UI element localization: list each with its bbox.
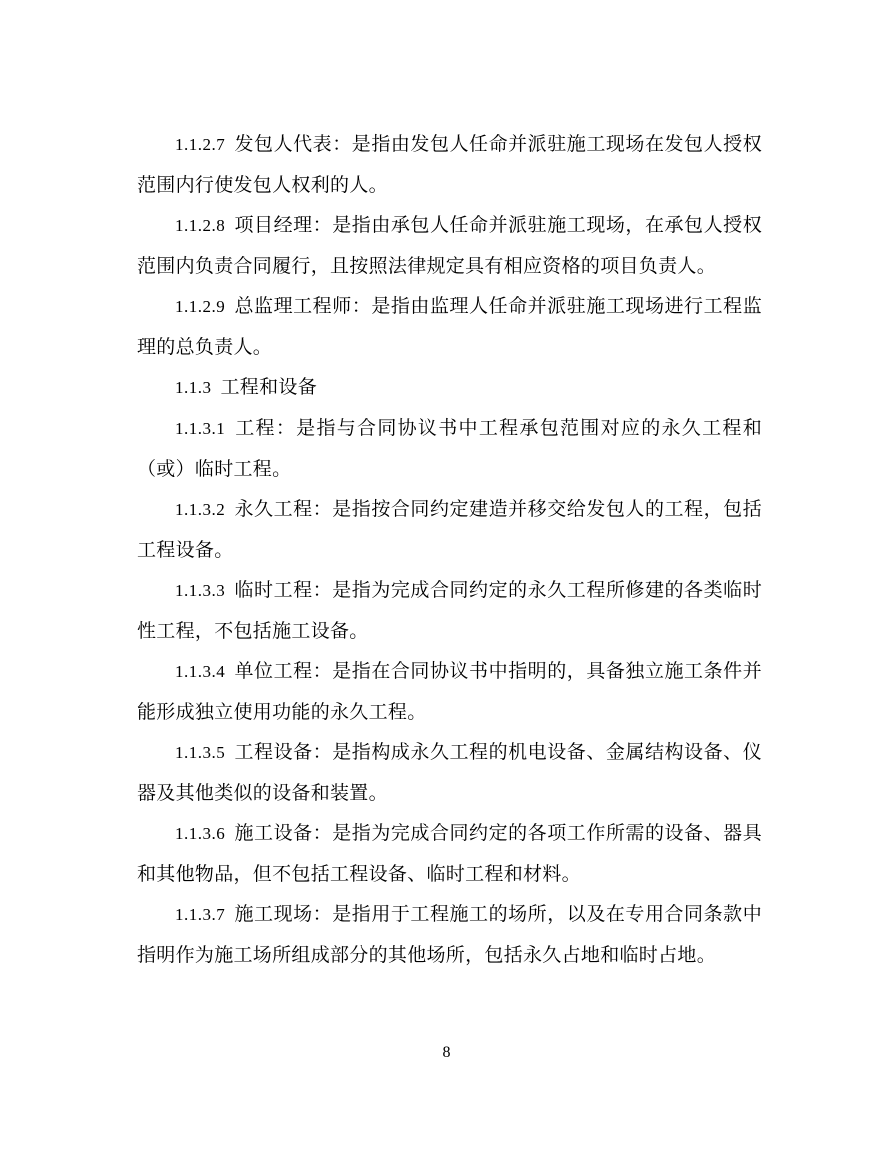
clause-number: 1.1.3.6 — [175, 824, 226, 843]
clause-text: 施工现场：是指用于工程施工的场所，以及在专用合同条款中指明作为施工场所组成部分的其他场所，包括永久占地和临时占地。 — [137, 903, 762, 966]
clause-1-1-3-6 — [137, 813, 762, 894]
clause-number: 1.1.3.2 — [175, 500, 226, 519]
clause-1-1-3-5 — [137, 732, 762, 813]
document-body — [137, 124, 762, 975]
section-heading-1-1-3 — [137, 367, 762, 408]
clause-text: 单位工程：是指在合同协议书中指明的，具备独立施工条件并能形成独立使用功能的永久工程。 — [137, 660, 762, 723]
clause-text: 工程：是指与合同协议书中工程承包范围对应的永久工程和（或）临时工程。 — [137, 417, 762, 480]
clause-number: 1.1.3.1 — [175, 419, 226, 438]
clause-number: 1.1.3.5 — [175, 743, 226, 762]
clause-number: 1.1.3.7 — [175, 905, 226, 924]
clause-text: 临时工程：是指为完成合同约定的永久工程所修建的各类临时性工程，不包括施工设备。 — [137, 579, 762, 642]
clause-text: 施工设备：是指为完成合同约定的各项工作所需的设备、器具和其他物品，但不包括工程设备、临时工程和材料。 — [137, 822, 762, 885]
section-number: 1.1.3 — [175, 378, 212, 397]
clause-text: 总监理工程师：是指由监理人任命并派驻施工现场进行工程监理的总负责人。 — [137, 295, 762, 358]
clause-1-1-3-7 — [137, 894, 762, 975]
clause-1-1-3-4 — [137, 651, 762, 732]
clause-number: 1.1.2.7 — [175, 135, 226, 154]
clause-text: 项目经理：是指由承包人任命并派驻施工现场，在承包人授权范围内负责合同履行，且按照法律规定具有相应资格的项目负责人。 — [137, 214, 762, 277]
clause-number: 1.1.2.9 — [175, 297, 226, 316]
section-title: 工程和设备 — [220, 376, 318, 398]
clause-text: 工程设备：是指构成永久工程的机电设备、金属结构设备、仪器及其他类似的设备和装置。 — [137, 741, 762, 804]
clause-1-1-3-3 — [137, 570, 762, 651]
clause-1-1-3-1 — [137, 408, 762, 489]
clause-text: 发包人代表：是指由发包人任命并派驻施工现场在发包人授权范围内行使发包人权利的人。 — [137, 133, 762, 196]
clause-1-1-2-7 — [137, 124, 762, 205]
page-number: 8 — [442, 1044, 451, 1061]
clause-number: 1.1.3.3 — [175, 581, 226, 600]
clause-number: 1.1.3.4 — [175, 662, 226, 681]
clause-text: 永久工程：是指按合同约定建造并移交给发包人的工程，包括工程设备。 — [137, 498, 762, 561]
clause-1-1-3-2 — [137, 489, 762, 570]
clause-1-1-2-8 — [137, 205, 762, 286]
clause-number: 1.1.2.8 — [175, 216, 226, 235]
clause-1-1-2-9 — [137, 286, 762, 367]
